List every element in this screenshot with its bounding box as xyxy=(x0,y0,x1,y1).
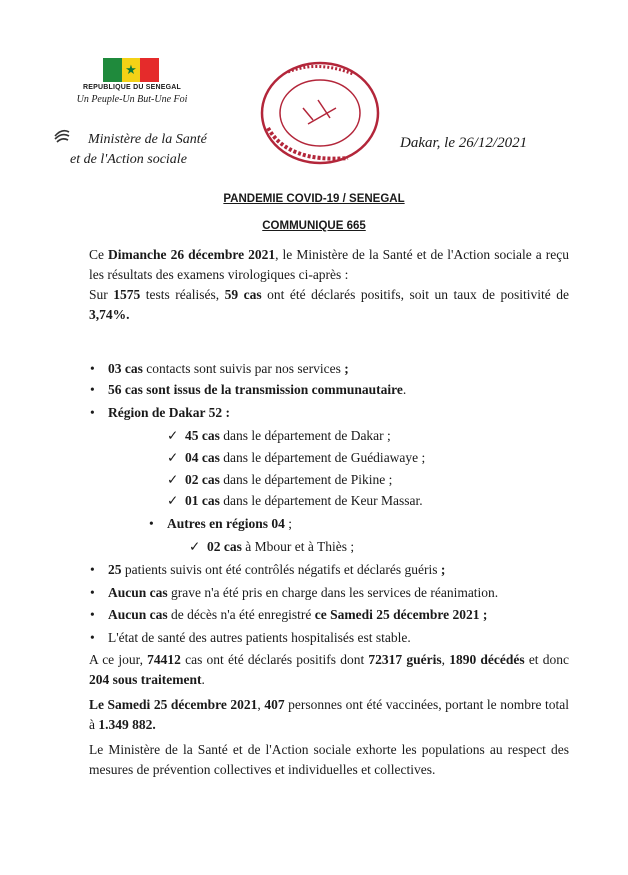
document-date: Dakar, le 26/12/2021 xyxy=(400,135,528,151)
official-stamp xyxy=(258,58,382,168)
list-item: • 03 cas contacts sont suivis par nos services ; xyxy=(90,361,349,376)
list-item: • 25 patients suivis ont été contrôlés négatifs et déclarés guéris ; xyxy=(90,562,446,577)
list-item: • Aucun cas grave n'a été pris en charge dans les services de réanimation. xyxy=(90,585,499,600)
list-item: • L'état de santé des autres patients hospitalisés est stable. xyxy=(90,630,411,645)
flag-red-band xyxy=(140,58,159,82)
other-regions-item: • Autres en régions 04 ; xyxy=(149,516,293,531)
dakar-department-item: ✓ 01 cas dans le département de Keur Massar. xyxy=(167,493,423,508)
dakar-department-item: ✓ 45 cas dans le département de Dakar ; xyxy=(167,428,391,443)
flag-green-band xyxy=(103,58,122,82)
senegal-flag xyxy=(103,58,159,82)
communique-number: COMMUNIQUE 665 xyxy=(262,220,366,232)
dakar-department-item: ✓ 02 cas dans le département de Pikine ; xyxy=(167,472,393,487)
closing-paragraph: Le Ministère de la Santé et de l'Action sociale exhorte les populations au respect des mesures de prévention collectives et individuelles et collectives. xyxy=(89,742,569,777)
ministry-name-line1: Ministère de la Santé xyxy=(88,132,207,147)
list-item: • 56 cas sont issus de la transmission communautaire. xyxy=(90,382,407,397)
document-title: PANDEMIE COVID-19 / SENEGAL xyxy=(223,193,405,205)
national-motto: Un Peuple-Un But-Une Foi xyxy=(76,94,188,105)
dakar-department-item: ✓ 04 cas dans le département de Guédiawaye ; xyxy=(167,450,426,465)
ministry-name-line2: et de l'Action sociale xyxy=(70,152,187,167)
ministry-emblem-icon xyxy=(52,126,72,146)
vaccination-paragraph: Le Samedi 25 décembre 2021, 407 personnes ont été vaccinées, portant le nombre total à 1.349 882. xyxy=(89,697,569,732)
list-item: • Aucun cas de décès n'a été enregistré ce Samedi 25 décembre 2021 ; xyxy=(90,607,488,622)
list-item: • Région de Dakar 52 : xyxy=(90,405,231,420)
republic-label: REPUBLIQUE DU SENEGAL xyxy=(83,84,181,91)
other-region-detail: ✓ 02 cas à Mbour et à Thiès ; xyxy=(189,539,355,554)
flag-star-icon: ★ xyxy=(125,62,137,78)
summary-paragraph: A ce jour, 74412 cas ont été déclarés positifs dont 72317 guéris, 1890 décédés et donc 204 sous traitement. xyxy=(89,652,569,687)
intro-paragraph: Ce Dimanche 26 décembre 2021, le Ministère de la Santé et de l'Action sociale a reçu les résultats des examens virologiques ci-après : Sur 1575 tests réalisés, 59 cas ont été déclarés positifs, soit un taux de positivité de 3,74%. xyxy=(89,247,569,322)
flag-yellow-band xyxy=(122,58,141,82)
